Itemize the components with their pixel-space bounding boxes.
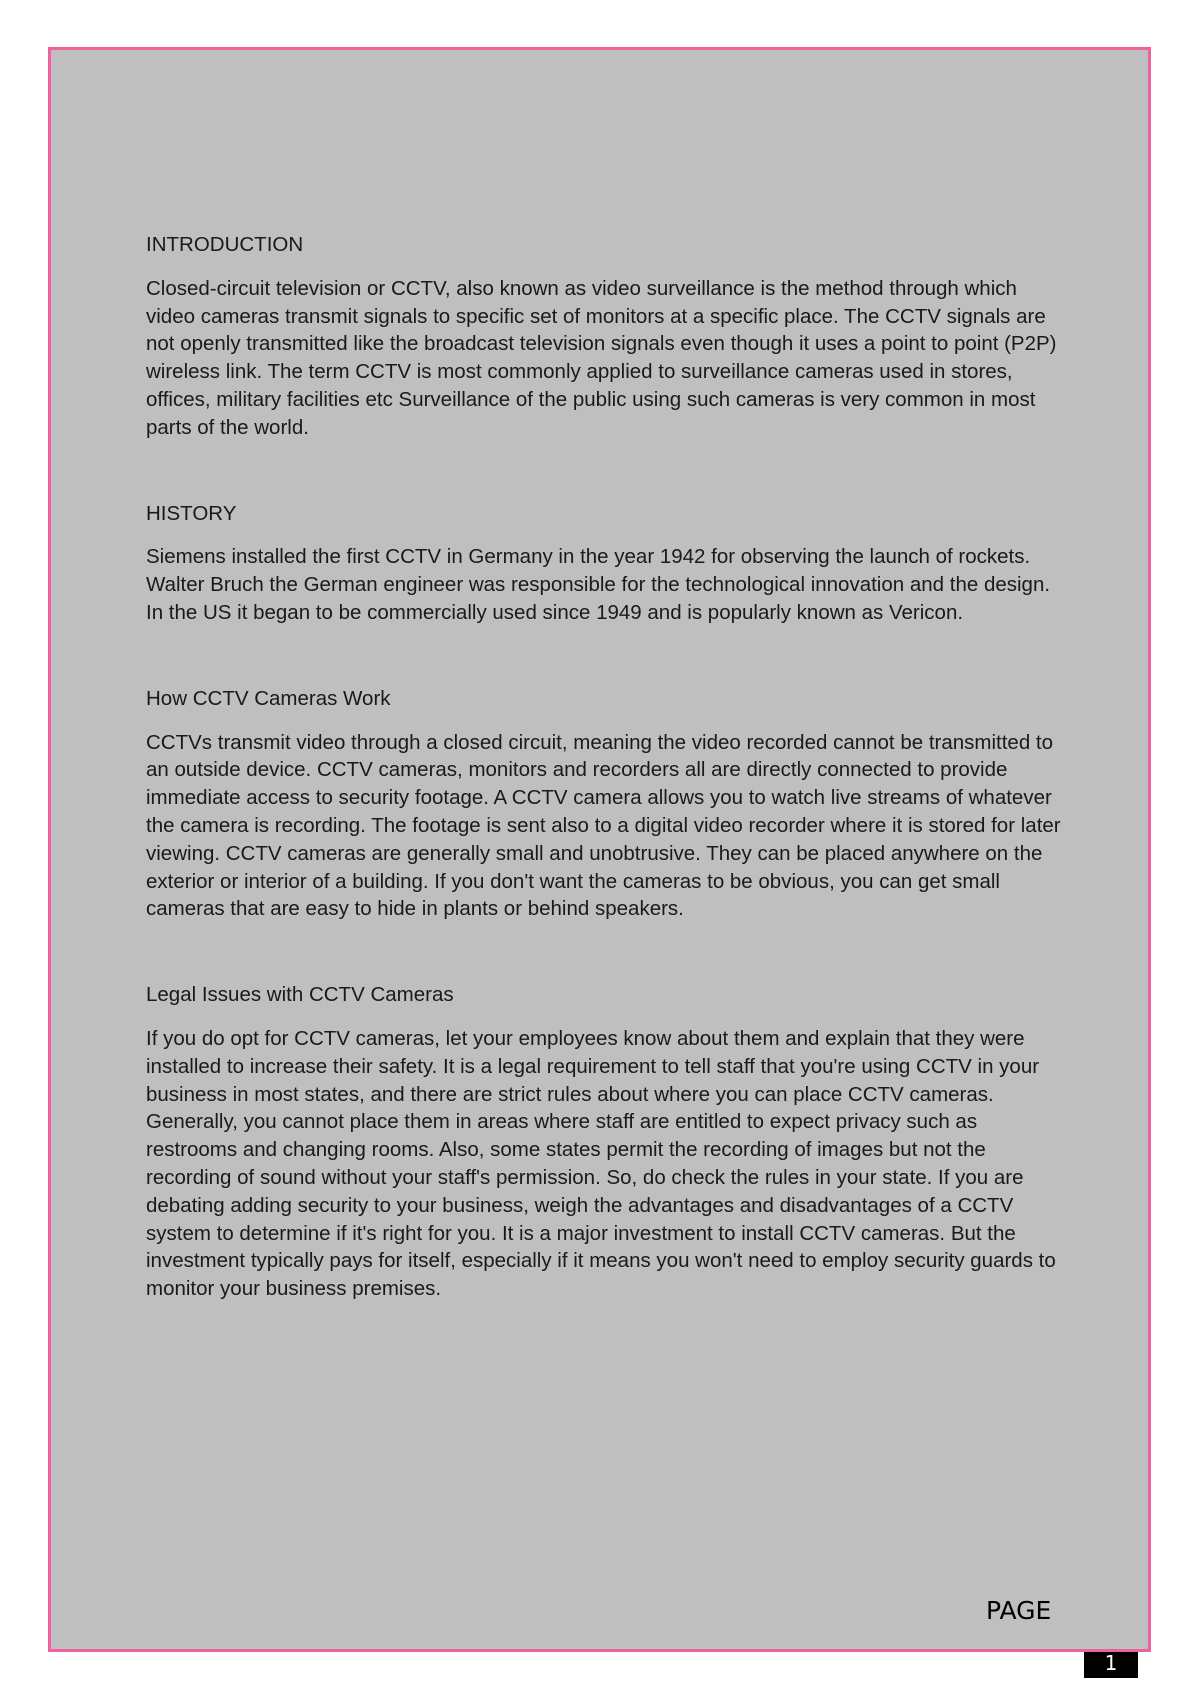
page-label: PAGE (986, 1596, 1052, 1625)
section-heading: HISTORY (146, 501, 237, 525)
section-heading: How CCTV Cameras Work (146, 686, 391, 710)
document-content (146, 231, 1066, 1361)
section-body: If you do opt for CCTV cameras, let your employees know about them and explain that they were installed to increase their safety. It is a legal requirement to tell staff that you're using CCTV in your business in most states, and there are strict rules about where you can place CCTV cameras. Generally, you cannot place them in areas where staff are entitled to expect privacy such as restrooms and changing rooms. Also, some states permit the recording of images but not the recording of sound without your staff's permission. So, do check the rules in your state. If you are debating adding security to your business, weigh the advantages and disadvantages of a CCTV system to determine if it's right for you. It is a major investment to install CCTV cameras. But the investment typically pays for itself, especially if it means you won't need to employ security guards to monitor your business premises. (146, 1026, 1056, 1301)
section-heading: Legal Issues with CCTV Cameras (146, 983, 454, 1007)
section-body: Closed-circuit television or CCTV, also known as video surveillance is the method through which video cameras transmit signals to specific set of monitors at a specific place. The CCTV signals are not openly transmitted like the broadcast television signals even though it uses a point to point (P2P) wireless link. The term CCTV is most commonly applied to surveillance cameras used in stores, offices, military facilities etc Surveillance of the public using such cameras is very common in most parts of the world. (146, 276, 1057, 439)
page-number: 1 (1084, 1652, 1138, 1678)
section-how-cctv-works (146, 685, 1066, 923)
section-body: CCTVs transmit video through a closed circuit, meaning the video recorded cannot be transmitted to an outside device. CCTV cameras, monitors and recorders all are directly connected to provide immediate access to security footage. A CCTV camera allows you to watch live streams of whatever the camera is recording. The footage is sent also to a digital video recorder where it is stored for later viewing. CCTV cameras are generally small and unobtrusive. They can be placed anywhere on the exterior or interior of a building. If you don't want the cameras to be obvious, you can get small cameras that are easy to hide in plants or behind speakers. (146, 730, 1061, 921)
section-heading: INTRODUCTION (146, 233, 304, 256)
section-introduction (146, 231, 1066, 442)
section-legal-issues (146, 981, 1066, 1303)
section-body: Siemens installed the first CCTV in Germany in the year 1942 for observing the launch of rockets. Walter Bruch the German engineer was responsible for the technological innovation and the design. In the US it began to be commercially used since 1949 and is popularly known as Vericon. (146, 545, 1051, 624)
section-history (146, 500, 1066, 627)
